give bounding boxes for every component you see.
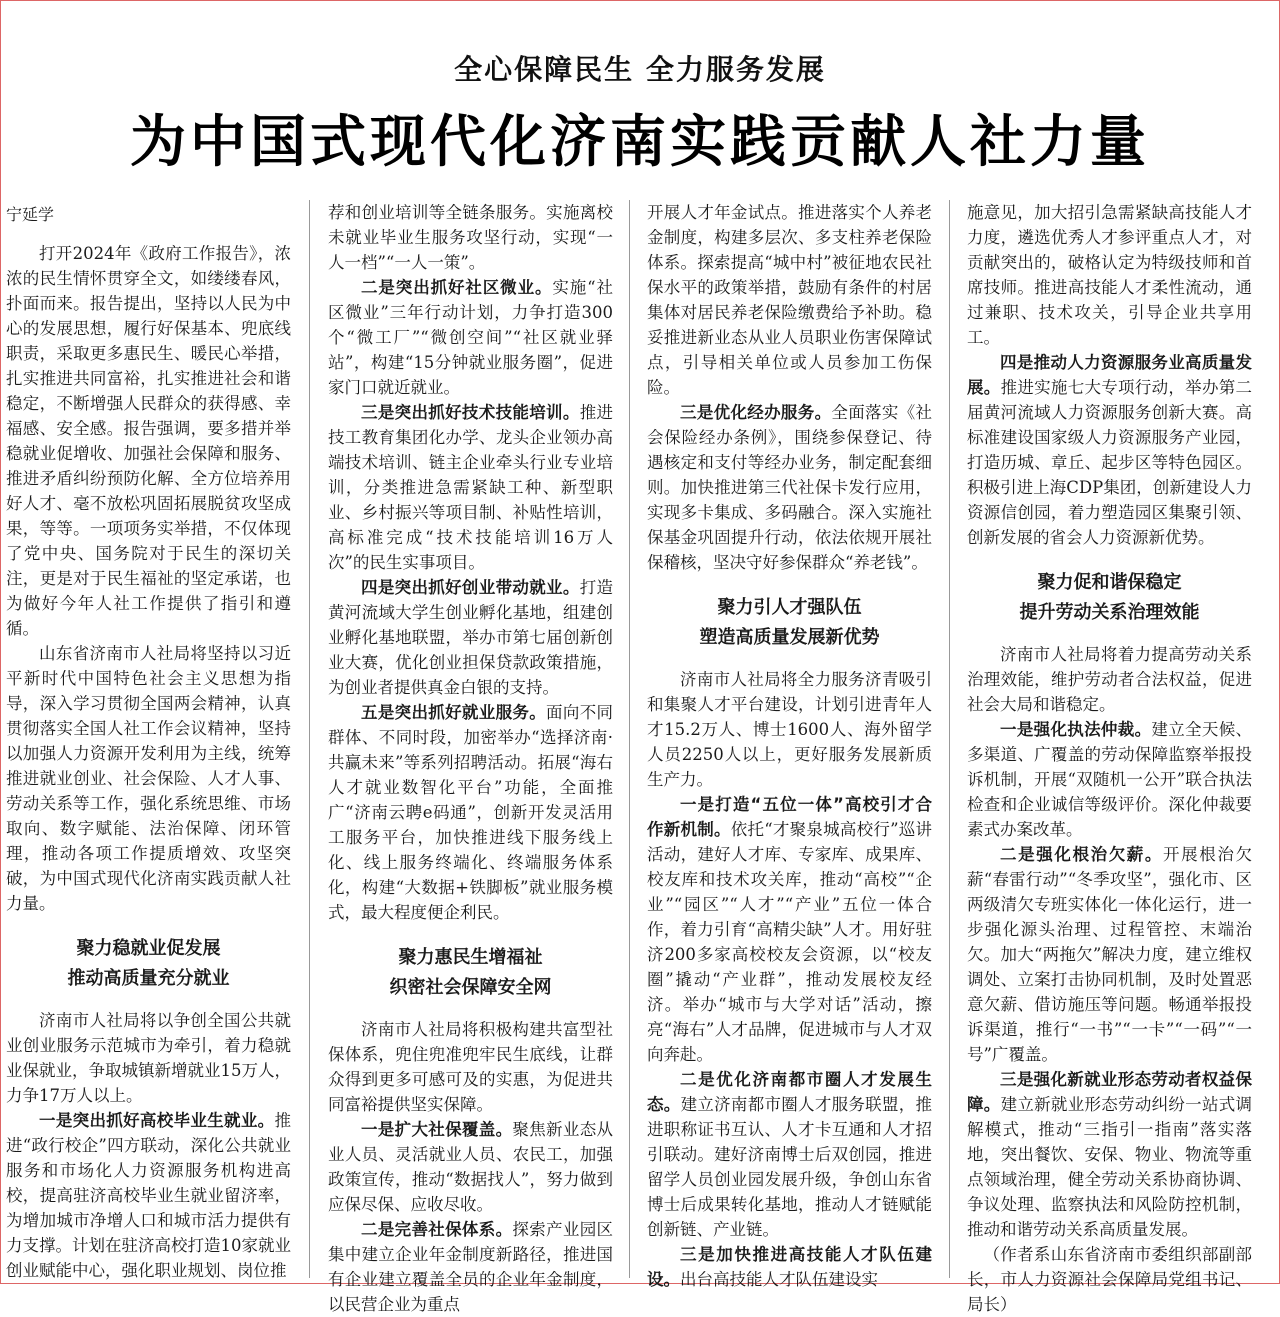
body-paragraph <box>647 792 932 1067</box>
paragraph-lead: 四是突出抓好创业带动就业。 <box>361 578 580 597</box>
paragraph-text: 打开2024年《政府工作报告》，浓浓的民生情怀贯穿全文，如缕缕春风，扑面而来。报告提出，坚持以人民为中心的发展思想，履行好保基本、兜底线职责，采取更多惠民生、暖民心举措，扎实推进共同富裕，扎实推进社会和谐稳定，不断增强人民群众的获得感、幸福感、安全感。报告强调，要多措并举稳就业促增收、加强社会保障和服务、推进矛盾纠纷预防化解、全方位培养用好人才、毫不放松巩固拓展脱贫攻坚成果，等等。一项项务实举措，不仅体现了党中央、国务院对于民生的深切关注，更是对于民生福祉的坚定承诺，也为做好今年人社工作提供了指引和遵循。 <box>6 244 291 638</box>
article-column-4 <box>967 200 1253 1314</box>
paragraph-text: （作者系山东省济南市委组织部副部长，市人力资源社会保障局党组书记、局长） <box>967 1245 1252 1314</box>
body-paragraph <box>328 1117 613 1217</box>
author-byline: 宁延学 <box>6 205 55 224</box>
paragraph-text: 全面落实《社会保险经办条例》，围绕参保登记、待遇核定和支付等经办业务，制定配套细则。加快推进第三代社保卡发行应用，实现多卡集成、多码融合。深入实施社保基金巩固提升行动，依法依规开展社保稽核，坚决守好参保群众“养老钱”。 <box>647 403 933 572</box>
paragraph-text: 山东省济南市人社局将坚持以习近平新时代中国特色社会主义思想为指导，深入学习贯彻全国两会精神，认真贯彻落实全国人社工作会议精神，坚持以加强人力资源开发利用为主线，统筹推进就业创业、社会保险、人才人事、劳动关系等工作，强化系统思维、市场取向、数字赋能、法治保障、闭环管理，推动各项工作提质增效、攻坚突破，为中国式现代化济南实践贡献人社力量。 <box>6 644 291 913</box>
body-paragraph <box>6 641 291 916</box>
paragraph-lead: 一是扩大社保覆盖。 <box>361 1120 513 1139</box>
column-divider <box>309 200 310 1278</box>
section-subheading <box>647 593 932 653</box>
paragraph-text: 出台高技能人才队伍建设实 <box>680 1270 878 1289</box>
article-column-3 <box>647 200 933 1289</box>
body-paragraph <box>328 700 613 925</box>
body-paragraph <box>647 667 932 792</box>
body-paragraph <box>967 1067 1252 1242</box>
body-paragraph <box>967 842 1252 1067</box>
paragraph-text: 济南市人社局将积极构建共富型社保体系，兜住兜准兜牢民生底线，让群众得到更多可感可及的实惠，为促进共同富裕提供坚实保障。 <box>328 1020 613 1114</box>
paragraph-text: 济南市人社局将全力服务济青吸引和集聚人才平台建设，计划引进青年人才15.2万人、博士1600人、海外留学人员2250人以上，更好服务发展新质生产力。 <box>647 670 932 789</box>
body-paragraph <box>647 1067 932 1242</box>
paragraph-text: 济南市人社局将以争创全国公共就业创业服务示范城市为牵引，着力稳就业保就业，争取城镇新增就业15万人，力争17万人以上。 <box>6 1011 291 1105</box>
paragraph-text: 打造黄河流域大学生创业孵化基地，组建创业孵化基地联盟，举办市第七届创新创业大赛，优化创业担保贷款政策措施，为创业者提供真金白银的支持。 <box>328 578 614 697</box>
paragraph-text: 面向不同群体、不同时段，加密举办“选择济南·共赢未来”等系列招聘活动。拓展“海右人才就业数智化平台”功能，全面推广“济南云聘e码通”，创新开发灵活用工服务平台，加快推进线下服务线上化、线上服务终端化、终端服务体系化，构建“大数据+铁脚板”就业服务模式，最大程度便企利民。 <box>328 703 614 922</box>
subheading-line: 推动高质量充分就业 <box>67 968 230 989</box>
paragraph-lead: 二是完善社保体系。 <box>361 1220 513 1239</box>
paragraph-lead: 二是优化济南都市圈人才发展生态。 <box>647 1070 932 1114</box>
subheading-line: 塑造高质量发展新优势 <box>699 627 880 648</box>
paragraph-text: 开展人才年金试点。推进落实个人养老金制度，构建多层次、多支柱养老保险体系。探索提高“城中村”被征地农民社保水平的政策举措，鼓励有条件的村居集体对居民养老保险缴费给予补助。稳妥推进新业态从业人员职业伤害保障试点，引导相关单位或人员参加工伤保险。 <box>647 203 932 397</box>
paragraph-text: 聚焦新业态从业人员、灵活就业人员、农民工，加强政策宣传，推动“数据找人”，努力做到应保尽保、应收尽收。 <box>328 1120 614 1214</box>
subheading-line: 聚力稳就业促发展 <box>76 938 221 959</box>
paragraph-text: 开展根治欠薪“春雷行动”“冬季攻坚”，强化市、区两级清欠专班实体化一体化运行，进一步强化源头治理、过程管控、末端治欠。加大“两拖欠”解决力度，建立维权调处、立案打击协同机制，及时处置恶意欠薪、借访施压等问题。畅通举报投诉渠道，推行“一书”“一卡”“一码”“一号”广覆盖。 <box>967 845 1253 1064</box>
author-note <box>967 1242 1252 1317</box>
paragraph-lead: 三是加快推进高技能人才队伍建设。 <box>647 1245 932 1289</box>
paragraph-lead: 三是优化经办服务。 <box>680 403 832 422</box>
paragraph-lead: 一是强化执法仲裁。 <box>1000 720 1152 739</box>
article-column-1 <box>6 200 291 1284</box>
subheading-line: 聚力惠民生增福祉 <box>398 947 543 968</box>
paragraph-text: 探索产业园区集中建立企业年金制度新路径，推进国有企业建立覆盖全员的企业年金制度，以民营企业为重点 <box>328 1220 614 1314</box>
paragraph-lead: 一是打造“五位一体”高校引才合作新机制。 <box>647 795 932 839</box>
paragraph-text: 实施“社区微业”三年行动计划，力争打造300个“微工厂”“微创空间”“社区就业驿站”，构建“15分钟就业服务圈”，促进家门口就近就业。 <box>328 278 614 397</box>
body-paragraph <box>328 1017 613 1117</box>
body-paragraph <box>967 717 1252 842</box>
body-paragraph <box>967 642 1252 717</box>
paragraph-lead: 四是推动人力资源服务业高质量发展。 <box>967 353 1252 397</box>
subheading-line: 提升劳动关系治理效能 <box>1019 602 1200 623</box>
body-paragraph <box>967 200 1252 350</box>
column-divider <box>949 200 950 1278</box>
paragraph-text: 依托“才聚泉城高校行”巡讲活动，建好人才库、专家库、成果库、校友库和技术攻关库，推动“高校”“企业”“园区”“人才”“产业”五位一体合作，着力引育“高精尖缺”人才。用好驻济200多家高校校友会资源，以“校友圈”撬动“产业群”，推动发展校友经济。举办“城市与大学对话”活动，擦亮“海右”人才品牌，促进城市与人才双向奔赴。 <box>647 820 933 1064</box>
paragraph-text: 推进实施七大专项行动，举办第二届黄河流域人力资源服务创新大赛。高标准建设国家级人力资源服务产业园，打造历城、章丘、起步区等特色园区。积极引进上海CDP集团，创新建设人力资源信创园，着力塑造园区集聚引领、创新发展的省会人力资源新优势。 <box>967 378 1252 547</box>
body-paragraph <box>647 200 932 400</box>
paragraph-text: 推进技工教育集团化办学、龙头企业领办高端技术培训、链主企业牵头行业专业培训，分类推进急需紧缺工种、新型职业、乡村振兴等项目制、补贴性培训，高标准完成“技术技能培训16万人次”的民生实事项目。 <box>328 403 614 572</box>
subheading-line: 聚力引人才强队伍 <box>717 597 862 618</box>
kicker-title: 全心保障民生 全力服务发展 <box>454 53 826 86</box>
body-paragraph <box>967 350 1252 550</box>
section-subheading <box>967 568 1252 628</box>
body-paragraph <box>6 1008 291 1108</box>
paragraph-lead: 三是突出抓好技术技能培训。 <box>361 403 580 422</box>
body-paragraph <box>328 275 613 400</box>
body-paragraph <box>647 400 932 575</box>
paragraph-text: 建立新就业形态劳动纠纷一站式调解模式，推动“三指引一指南”落实落地，突出餐饮、安保、物业、物流等重点领域治理，健全劳动关系协商协调、争议处理、监察执法和风险防控机制，推动和谐劳动关系高质量发展。 <box>967 1095 1252 1239</box>
paragraph-lead: 一是突出抓好高校毕业生就业。 <box>39 1111 275 1130</box>
body-paragraph <box>328 200 613 275</box>
body-paragraph <box>328 1217 613 1317</box>
body-paragraph <box>328 400 613 575</box>
paragraph-text: 建立全天候、多渠道、广覆盖的劳动保障监察举报投诉机制，开展“双随机一公开”联合执法检查和企业诚信等级评价。深化仲裁要素式办案改革。 <box>967 720 1253 839</box>
body-paragraph <box>647 1242 932 1292</box>
section-subheading <box>328 943 613 1003</box>
subheading-line: 织密社会保障安全网 <box>389 977 552 998</box>
paragraph-lead: 三是强化新就业形态劳动者权益保障。 <box>967 1070 1252 1114</box>
body-paragraph <box>6 241 291 641</box>
paragraph-text: 荐和创业培训等全链条服务。实施离校未就业毕业生服务攻坚行动，实现“一人一档”“一人一策”。 <box>328 203 613 272</box>
paragraph-text: 施意见，加大招引急需紧缺高技能人才力度，遴选优秀人才参评重点人才，对贡献突出的，破格认定为特级技师和首席技师。推进高技能人才柔性流动，通过兼职、技术攻关，引导企业共享用工。 <box>967 203 1252 347</box>
paragraph-lead: 五是突出抓好就业服务。 <box>361 703 547 722</box>
headline: 为中国式现代化济南实践贡献人社力量 <box>130 109 1150 175</box>
paragraph-text: 建立济南都市圈人才服务联盟，推进职称证书互认、人才卡互通和人才招引联动。建好济南博士后双创园，推进留学人员创业园发展升级，争创山东省博士后成果转化基地，推动人才链赋能创新链、产业链。 <box>647 1095 932 1239</box>
subheading-line: 聚力促和谐保稳定 <box>1037 572 1182 593</box>
body-paragraph <box>6 1108 291 1283</box>
paragraph-text: 济南市人社局将着力提高劳动关系治理效能，维护劳动者合法权益，促进社会大局和谐稳定。 <box>967 645 1252 714</box>
section-subheading <box>6 934 291 994</box>
column-divider <box>629 200 630 1278</box>
paragraph-lead: 二是突出抓好社区微业。 <box>361 278 553 297</box>
paragraph-text: 推进“政行校企”四方联动，深化公共就业服务和市场化人力资源服务机构进高校，提高驻济高校毕业生就业留济率，为增加城市净增人口和城市活力提供有力支撑。计划在驻济高校打造10家就业创业赋能中心，强化职业规划、岗位推 <box>6 1111 291 1280</box>
body-paragraph <box>328 575 613 700</box>
paragraph-lead: 二是强化根治欠薪。 <box>1000 845 1164 864</box>
article-column-2 <box>328 200 614 1314</box>
